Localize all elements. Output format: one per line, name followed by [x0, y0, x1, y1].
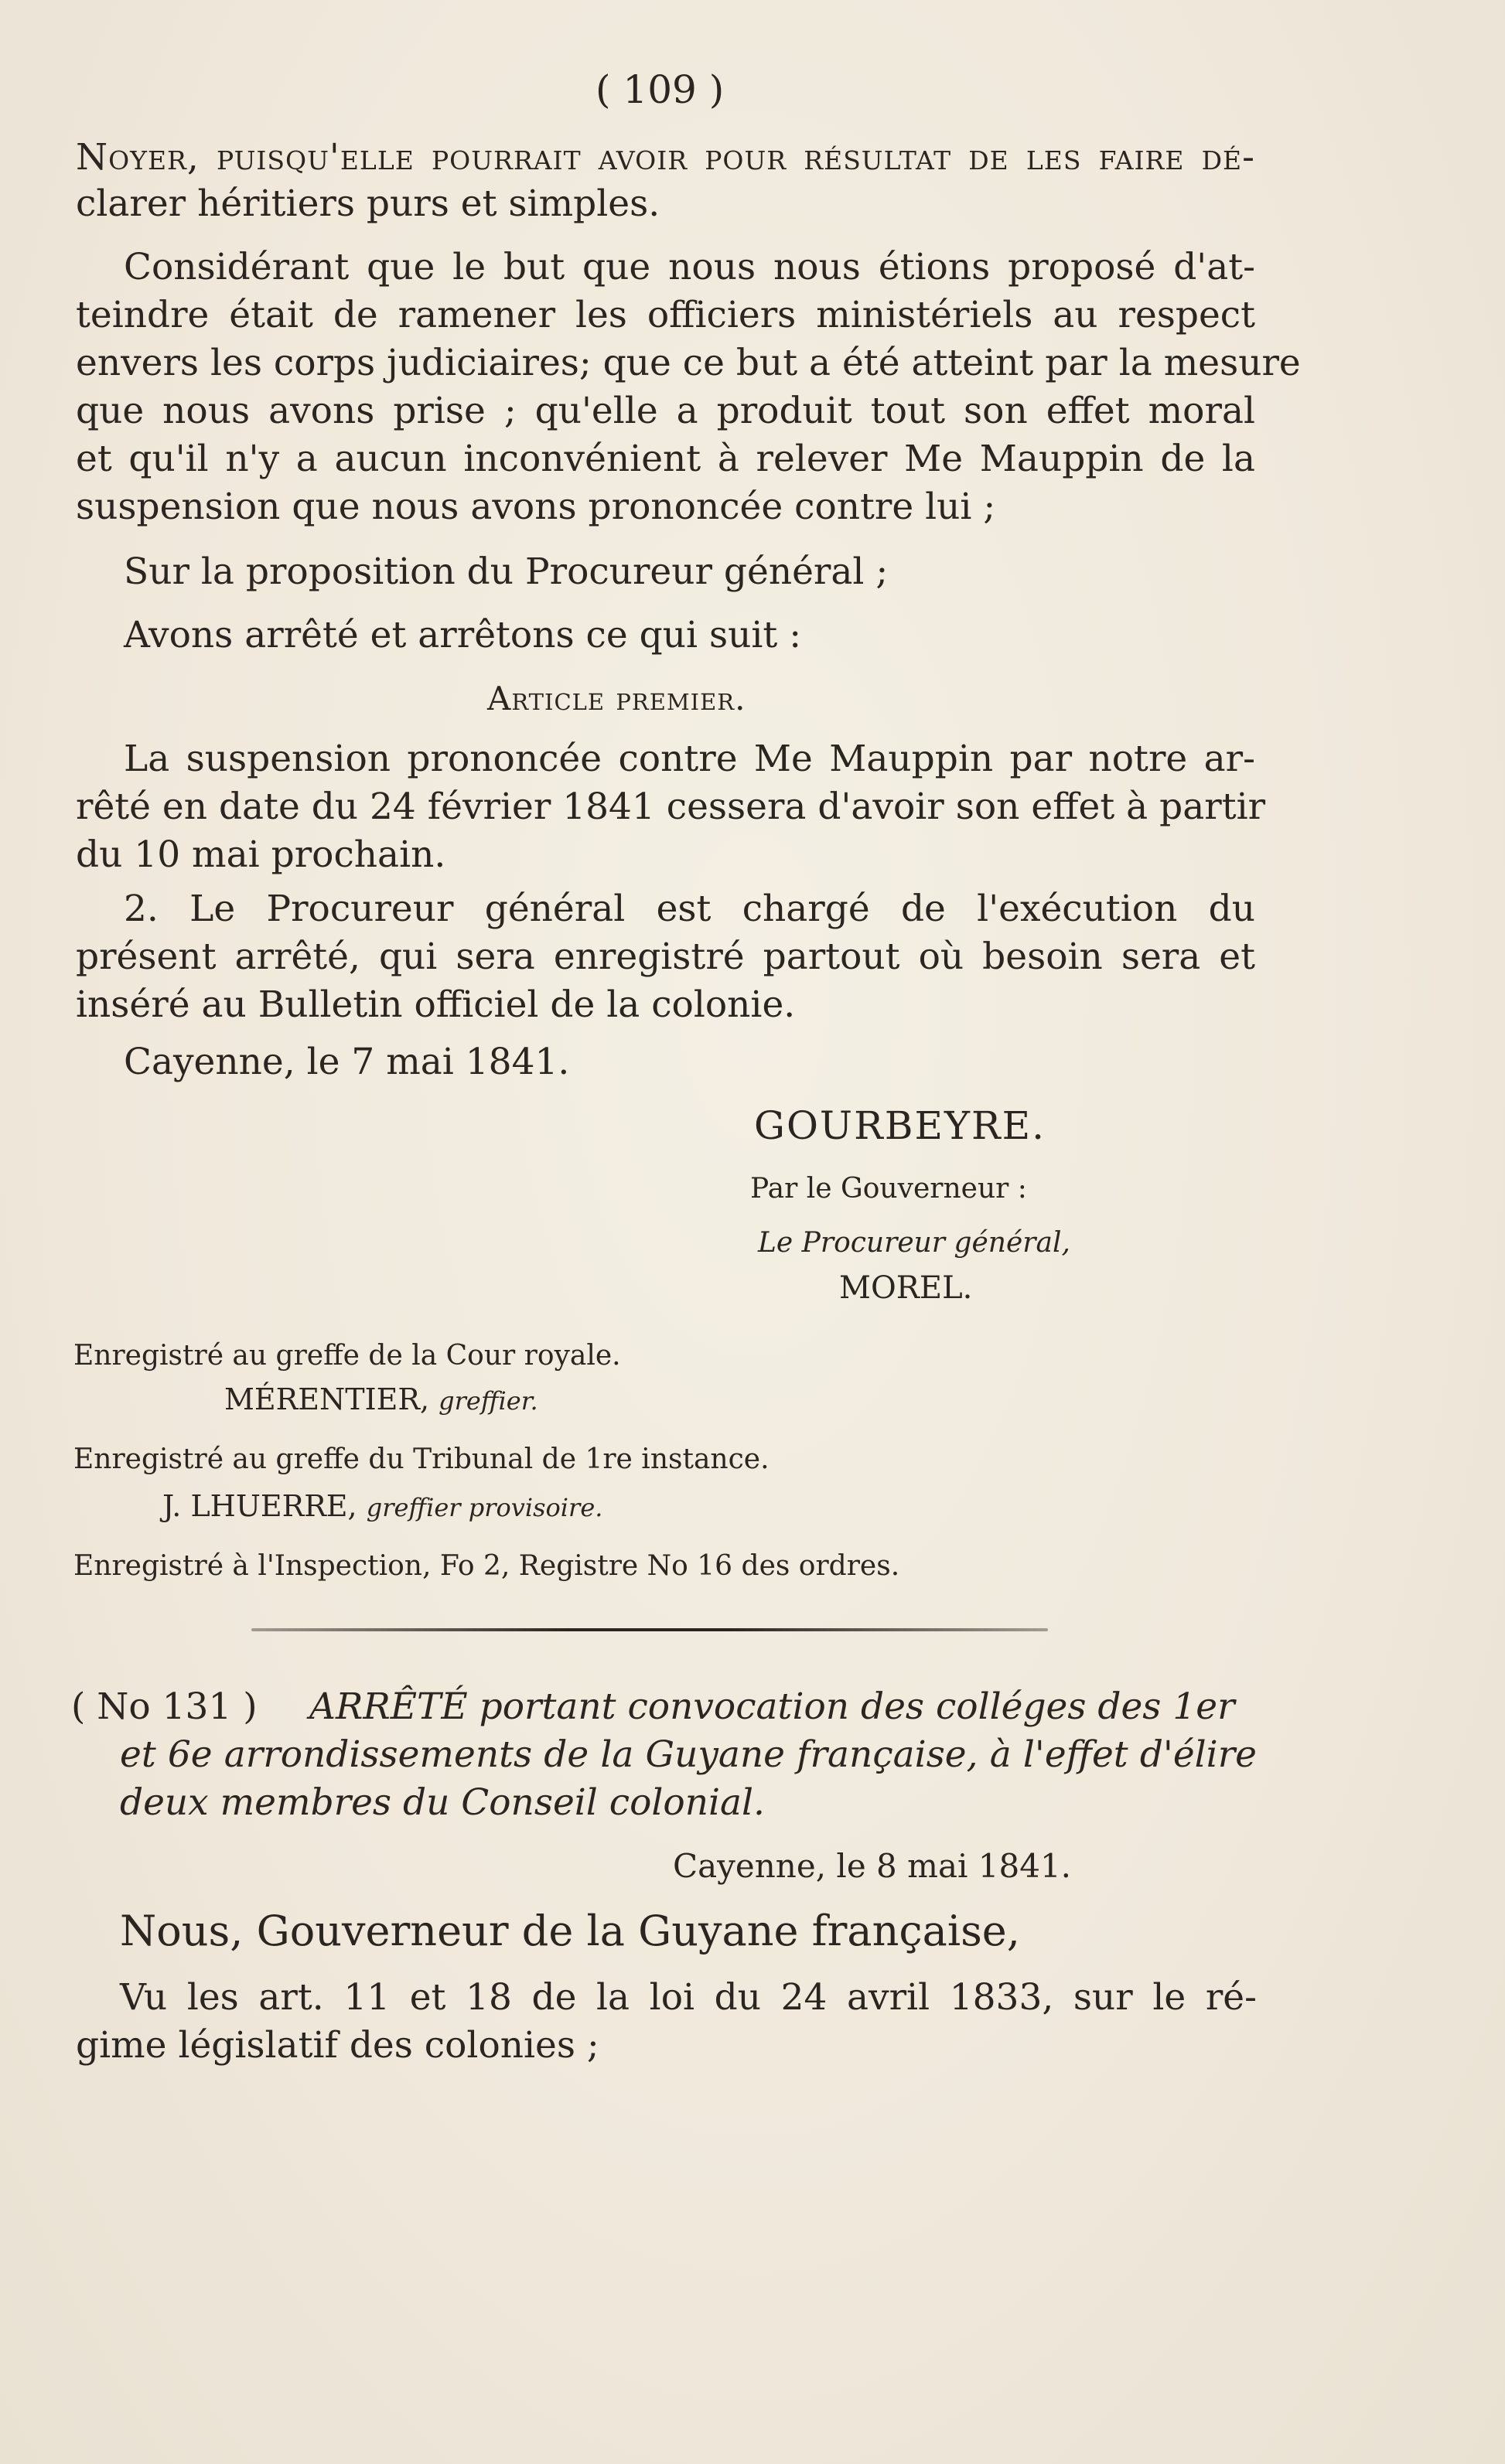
article-title: Article premier.: [487, 680, 746, 717]
decree-number: ( No 131 ): [71, 1685, 258, 1728]
decree-date: Cayenne, le 7 mai 1841.: [124, 1041, 570, 1083]
paragraph-line: clarer héritiers purs et simples.: [76, 182, 660, 225]
paragraph-line: teindre était de ramener les officiers ministériels au respect: [76, 294, 1255, 336]
paragraph-line: Noyer, puisqu'elle pourrait avoir pour résultat de les faire dé-: [76, 136, 1256, 179]
paragraph-line: et qu'il n'y a aucun inconvénient à relever Me Mauppin de la: [76, 438, 1255, 480]
registration-text: Enregistré à l'Inspection, Fo 2, Registre No 16 des ordres.: [73, 1550, 900, 1582]
signature-role-name: MOREL.: [839, 1270, 973, 1306]
avons-line: Avons arrêté et arrêtons ce qui suit :: [124, 614, 802, 656]
decree-heading: Nous, Gouverneur de la Guyane française,: [120, 1907, 1020, 1955]
decree-title-line: deux membres du Conseil colonial.: [120, 1781, 765, 1824]
paragraph-line: gime législatif des colonies ;: [76, 2024, 599, 2067]
paragraph-line: suspension que nous avons prononcée contre lui ;: [76, 486, 996, 528]
signature-by: Par le Gouverneur :: [750, 1173, 1027, 1205]
signature-role: Le Procureur général,: [758, 1227, 1070, 1259]
decree-date: Cayenne, le 8 mai 1841.: [673, 1847, 1072, 1885]
paragraph-line: que nous avons prise ; qu'elle a produit tout son effet moral: [76, 390, 1255, 432]
section-divider: [251, 1628, 1048, 1631]
paragraph-line: du 10 mai prochain.: [76, 833, 446, 876]
paragraph-line: envers les corps judiciaires; que ce but a été atteint par la mesure: [76, 342, 1301, 384]
decree-title-line: et 6e arrondissements de la Guyane française, à l'effet d'élire: [120, 1733, 1257, 1776]
paragraph-line: 2. Le Procureur général est chargé de l'exécution du: [124, 888, 1255, 930]
registration-signature: J. LHUERRE, greffier provisoire.: [162, 1489, 603, 1523]
paragraph-line: La suspension prononcée contre Me Mauppin par notre ar-: [124, 738, 1255, 780]
paragraph-line: inséré au Bulletin officiel de la colonie.: [76, 983, 796, 1026]
paragraph-line: présent arrêté, qui sera enregistré partout où besoin sera et: [76, 936, 1255, 978]
paragraph-line: rêté en date du 24 février 1841 cessera d'avoir son effet à partir: [76, 786, 1266, 828]
registration-text: Enregistré au greffe du Tribunal de 1re instance.: [73, 1443, 770, 1475]
proposition-line: Sur la proposition du Procureur général ;: [124, 550, 889, 593]
paragraph-line: Vu les art. 11 et 18 de la loi du 24 avril 1833, sur le ré-: [120, 1976, 1257, 2019]
registration-signature: MÉRENTIER, greffier.: [224, 1382, 538, 1416]
page-number: ( 109 ): [596, 67, 725, 112]
decree-title-line: ARRÊTÉ portant convocation des colléges des 1er: [309, 1685, 1235, 1728]
registration-text: Enregistré au greffe de la Cour royale.: [73, 1340, 621, 1372]
paragraph-line: Considérant que le but que nous nous étions proposé d'at-: [124, 246, 1255, 288]
signature-name: GOURBEYRE.: [754, 1103, 1046, 1148]
